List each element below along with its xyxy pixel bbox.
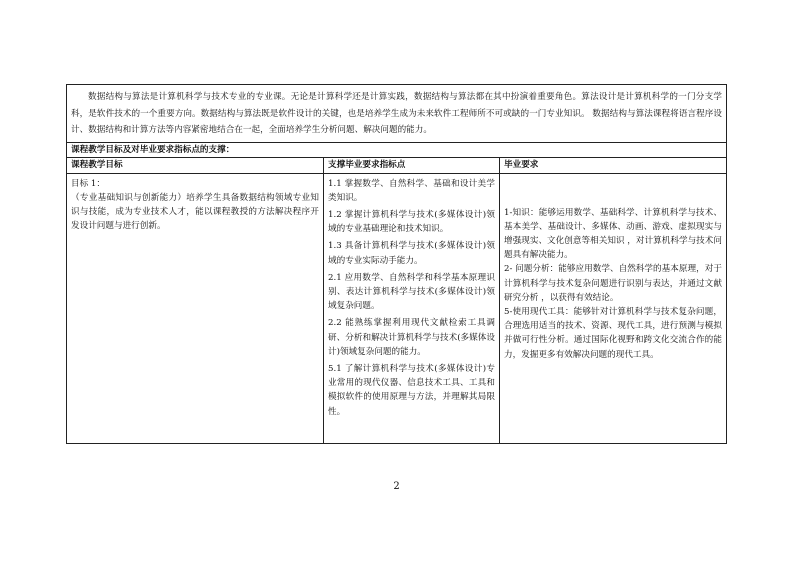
goal-text: 目标 1： （专业基础知识与创新能力）培养学生具备数据结构领域专业知识与技能，成为专业技术人才，能以课程教授的方法解决程序开发设计问题与进行创新。 (71, 178, 319, 232)
section-title: 课程教学目标及对毕业要求指标点的支撑： (67, 143, 726, 158)
goal-cell (67, 174, 324, 443)
header-requirements: 毕业要求 (504, 159, 539, 170)
header-course-goal: 课程教学目标 (67, 158, 324, 173)
page-number: 2 (393, 481, 400, 492)
indicator-item: 1.2 掌握计算机科学与技术(多媒体设计)领域的专业基础理论和技术知识。 (328, 209, 495, 235)
requirement-item: 1-知识：能够运用数学、基础科学、计算机科学与技术、基本美学、基础设计、多媒体、动画、游戏、虚拟现实与增强现实、文化创意等相关知识 ，对计算机科学与技术问题具有解决能力。 (504, 207, 722, 261)
course-intro: 数据结构与算法是计算机科学与技术专业的专业课。无论是计算科学还是计算实践，数据结构与算法都在其中扮演着重要角色。算法设计是计算机科学的一门分支学科，是软件技术的一个重要方向。数据结构与算法既是软件设计的关键，也是培养学生成为未来软件工程师所不可或缺的一门专业知识。 数据结构与算法课程将语言程序设计、数据结构和计算方法等内容紧密地结合在一起，全面培养学生分析问题、解决问题的能力。 (67, 85, 726, 143)
course-table (66, 84, 727, 444)
header-indicators: 支撑毕业要求指标点 (324, 158, 500, 173)
table-header-row (67, 158, 726, 174)
indicators-cell (324, 174, 500, 443)
indicator-item: 2.2 能熟练掌握利用现代文献检索工具调研、分析和解决计算机科学与技术(多媒体设计)领域复杂问题的能力。 (328, 318, 495, 357)
indicator-item: 5.1 了解计算机科学与技术(多媒体设计)专业常用的现代仪器、信息技术工具、工具和模拟软件的使用原理与方法，并理解其局限性。 (328, 363, 495, 417)
requirement-item: 5-使用现代工具：能够针对计算机科学与技术复杂问题，合理选用适当的技术、资源、现代工具，进行预测与模拟并做可行性分析。通过国际化视野和跨文化交流合作的能力，发掘更多有效解决问题的现代工具。 (504, 306, 722, 360)
requirement-item: 2- 问题分析：能够应用数学、自然科学的基本原理，对于计算机科学与技术复杂问题进行识别与表达，并通过文献研究分析 ，以获得有效结论。 (504, 264, 722, 303)
indicator-item: 2.1 应用数学、自然科学和科学基本原理识别、表达计算机科学与技术(多媒体设计)领域复杂问题。 (328, 272, 495, 312)
spacer (504, 177, 722, 206)
indicator-item: 1.3 具备计算机科学与技术(多媒体设计)领域的专业实际动手能力。 (328, 241, 495, 266)
table-row (67, 174, 726, 443)
indicator-item: 1.1 掌握数学、自然科学、基础和设计美学类知识。 (328, 178, 495, 203)
requirements-cell (500, 174, 726, 443)
